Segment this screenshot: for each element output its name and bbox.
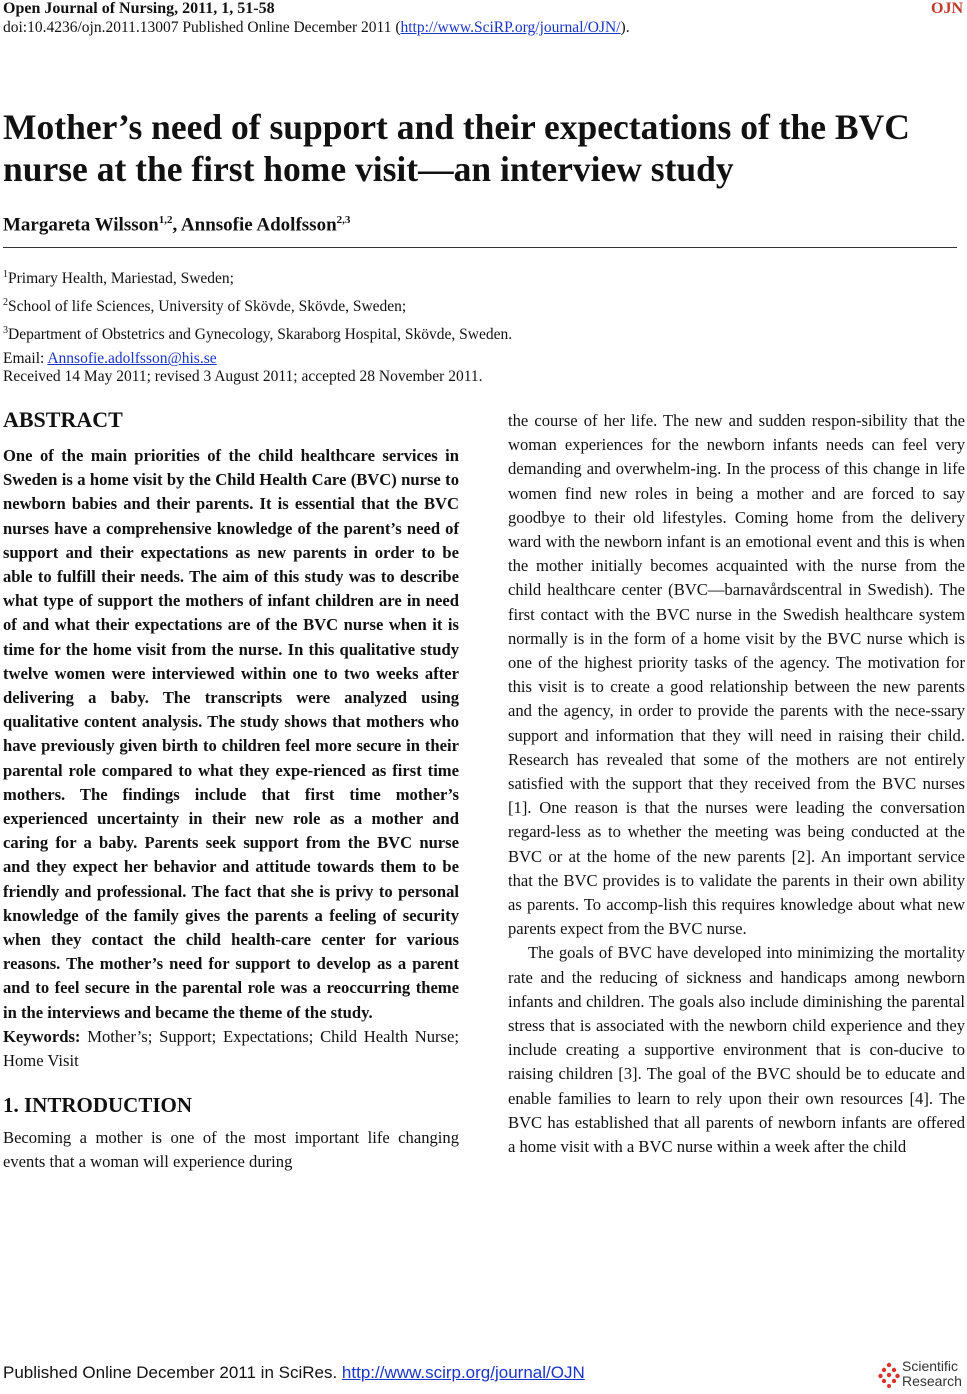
- right-column: [508, 409, 965, 1159]
- journal-link[interactable]: http://www.SciRP.org/journal/OJN/: [400, 19, 621, 36]
- footer-prefix: Published Online December 2011 in SciRes.: [3, 1363, 342, 1382]
- affiliation-line: [3, 263, 512, 291]
- email-label: Email:: [3, 350, 48, 368]
- received-dates: Received 14 May 2011; revised 3 August 2011; accepted 28 November 2011.: [3, 368, 483, 385]
- affiliation-marker: 2: [3, 297, 8, 309]
- affiliation-line: [3, 291, 512, 319]
- keywords-text: Mother’s; Support; Expectations; Child Health Nurse; Home Visit: [3, 1026, 459, 1071]
- keywords: [3, 1025, 459, 1073]
- affiliation-marker: 3: [3, 325, 8, 337]
- affiliations: [3, 263, 512, 371]
- author-affil-marker: 1,2: [158, 214, 173, 226]
- logo-wordmark: [902, 1359, 962, 1389]
- publisher-logo: [878, 1358, 964, 1392]
- footer-journal-link[interactable]: http://www.scirp.org/journal/OJN: [341, 1363, 585, 1382]
- footer-line: [3, 1363, 585, 1383]
- intro-paragraph-start: Becoming a mother is one of the most important life changing events that a woman will experience during: [3, 1128, 459, 1172]
- email-link[interactable]: Annsofie.adolfsson@his.se: [47, 350, 217, 368]
- author-separator: ,: [172, 214, 181, 236]
- introduction-heading: 1. INTRODUCTION: [3, 1093, 193, 1118]
- intro-paragraph-continued: the course of her life. The new and sudden respon-sibility that the woman experiences for the newborn infants needs can feel very demanding and overwhelm-ing. In the process of this change in life women find new roles in being a mother and are forced to say goodbye to their old lifestyles. Coming home from the delivery ward with the newborn infant is an emotional event and this is when the mother initially becomes acquainted with the nurse from the child healthcare center (BVC—barnavårdscentral in Swedish). The first contact with the BVC nurse in the Swedish healthcare system normally is in the form of a home visit by the BVC nurse which is one of the highest priority tasks of the agency. The motivation for this visit is to create a good relationship between the new parents and the agency, in order to provide the parents with the nece-ssary support and information that they will need in raising their child. Research has revealed that some of the mothers are not entirely satisfied with the support that they received from the BVC nurses [1]. One reason is that the nurses were leading the conversation regard-less as to whether the meeting was being conducted at the BVC or at the home of the new parents [2]. An important service that the BVC provides is to validate the parents in their own ability as parents. To accomp-lish this requires knowledge about what new parents expect from the BVC nurse.: [508, 411, 965, 939]
- keywords-label: Keywords:: [3, 1026, 81, 1046]
- author-affil-marker: 2,3: [336, 214, 351, 226]
- header-rule: [3, 247, 957, 248]
- intro-paragraph-2: The goals of BVC have developed into minimizing the mortality rate and the reducing of sickness and handicaps among newborn infants and children. The goals also include diminishing the parental stress that is associated with the newborn child experience and they include creating a supportive environment that is con-ducive to raising children [3]. The goal of the BVC should be to educate and enable families to learn to rely upon their own resources [4]. The BVC has established that all parents of newborn infants are offered a home visit with a BVC nurse within a week after the child: [508, 943, 965, 1157]
- left-column: [3, 405, 459, 1175]
- affiliation-text: Primary Health, Mariestad, Sweden;: [8, 270, 234, 288]
- logo-line-2: Research: [902, 1373, 962, 1389]
- affiliation-text: Department of Obstetrics and Gynecology, Skaraborg Hospital, Skövde, Sweden.: [8, 326, 513, 344]
- journal-header-line: Open Journal of Nursing, 2011, 1, 51-58: [3, 0, 275, 17]
- doi-suffix: ).: [620, 19, 630, 36]
- affiliation-text: School of life Sciences, University of Skövde, Skövde, Sweden;: [8, 298, 407, 316]
- journal-abbrev: OJN: [931, 0, 963, 17]
- abstract-heading: ABSTRACT: [3, 407, 123, 432]
- doi-prefix: doi:10.4236/ojn.2011.13007 Published Online December 2011 (: [3, 19, 401, 36]
- author-name: Annsofie Adolfsson: [180, 214, 337, 236]
- author-list: [3, 214, 350, 236]
- author-name: Margareta Wilsson: [3, 214, 159, 236]
- doi-line: [3, 19, 630, 37]
- logo-line-1: Scientific: [902, 1358, 959, 1374]
- affiliation-marker: 1: [3, 269, 8, 280]
- paper-title: Mother’s need of support and their expectations of the BVC nurse at the first home visit—an interview study: [3, 107, 910, 189]
- affiliation-line: [3, 319, 512, 347]
- abstract-text: One of the main priorities of the child healthcare services in Sweden is a home visit by the Child Health Care (BVC) nurse to newborn babies and their parents. It is essential that the BVC nurses have a comprehensive knowledge of the parent’s need of support and their expectations as new parents in order to be able to fulfill their needs. The aim of this study was to describe what type of support the mothers of infant children are in need of and what their expectations are of the BVC nurse when it is time for the home visit from the nurse. In this qualitative study twelve women were interviewed within one to two weeks after delivering a baby. The transcripts were analyzed using qualitative content analysis. The study shows that mothers who have previously given birth to children feel more secure in their parental role compared to what they expe-rienced as first time mothers. The findings include that first time mother’s experienced uncertainty in their new role as a mother and caring for a baby. Parents seek support from the BVC nurse and they expect her behavior and attitude towards them to be friendly and professional. The fact that she is privy to personal knowledge of the family gives the parents a feeling of security when they contact the child health-care center for various reasons. The mother’s need for support to develop as a parent and to feel secure in the parental role was a reoccurring theme in the interviews and became the theme of the study.: [3, 446, 459, 1022]
- scientific-research-logo-icon: [878, 1362, 900, 1388]
